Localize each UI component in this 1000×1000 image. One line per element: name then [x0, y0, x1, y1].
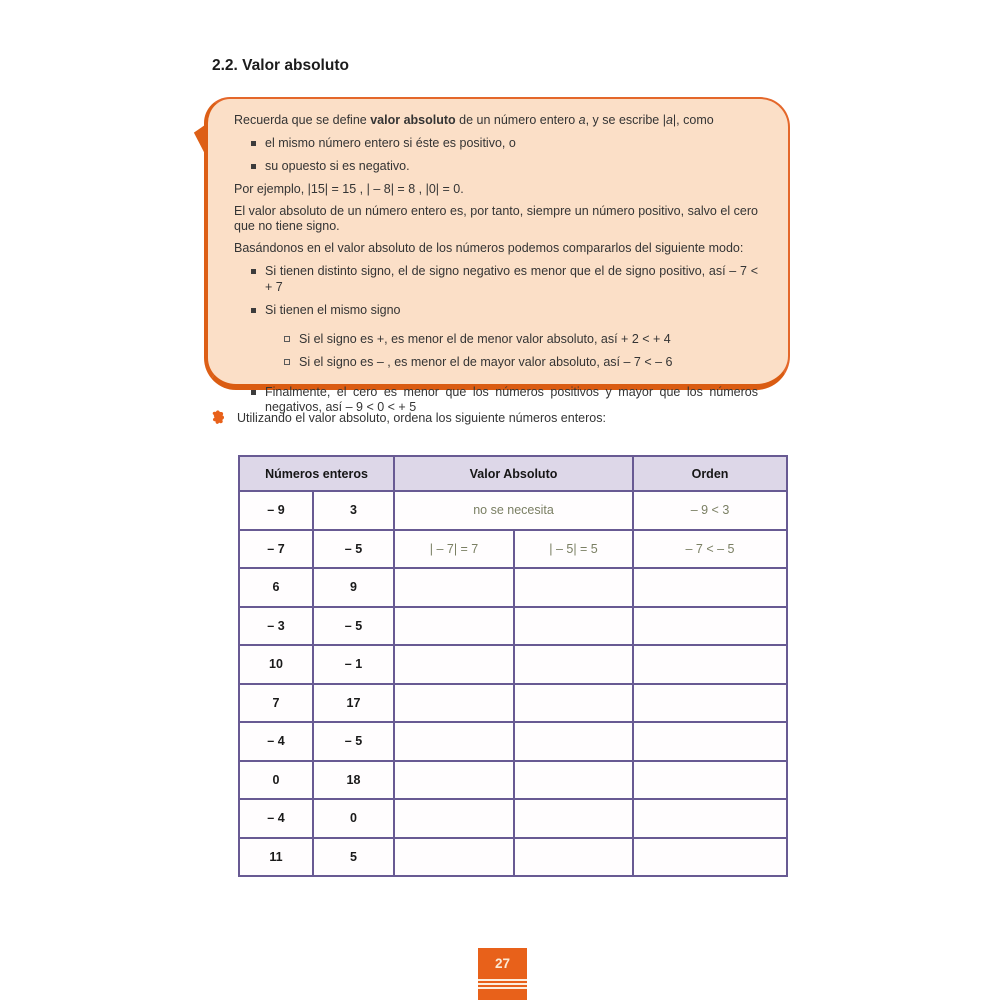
cell-orden: [633, 684, 787, 723]
cell-number-1: 0: [239, 761, 313, 800]
cell-abs-2: [514, 838, 633, 877]
cell-abs-1: | – 7| = 7: [394, 530, 514, 569]
compare-bullet-list: [234, 264, 758, 416]
exercise-instruction-row: [210, 409, 606, 426]
compare-sub-bullet: Si el signo es – , es menor el de mayor valor absoluto, así – 7 < – 6: [299, 354, 673, 369]
footer-stripe: [478, 983, 527, 985]
cell-number-2: 18: [313, 761, 394, 800]
table-row: [239, 491, 787, 530]
exercise-table-container: [238, 455, 788, 877]
definition-callout: [204, 97, 790, 415]
cell-orden: – 9 < 3: [633, 491, 787, 530]
cell-abs-1: [394, 838, 514, 877]
definition-bullet-list: [234, 136, 758, 175]
cell-abs-2: [514, 607, 633, 646]
variable-a: a: [578, 113, 586, 127]
list-item: [251, 303, 758, 378]
cell-number-1: – 4: [239, 799, 313, 838]
cell-number-2: – 1: [313, 645, 394, 684]
footer-stripe: [478, 979, 527, 981]
cell-abs-1: [394, 761, 514, 800]
intro-text: de un número entero: [455, 113, 579, 127]
cell-number-2: 17: [313, 684, 394, 723]
cell-orden: – 7 < – 5: [633, 530, 787, 569]
compare-sub-bullet: Si el signo es +, es menor el de menor valor absoluto, así + 2 < + 4: [299, 331, 671, 346]
compare-paragraph: Basándonos en el valor absoluto de los números podemos compararlos del siguiente modo:: [234, 241, 744, 256]
cell-abs-merged: no se necesita: [394, 491, 633, 530]
cell-abs-2: [514, 645, 633, 684]
table-row: [239, 607, 787, 646]
cell-orden: [633, 607, 787, 646]
section-title: 2.2. Valor absoluto: [212, 57, 349, 74]
header-orden: Orden: [633, 456, 787, 491]
table-row: [239, 684, 787, 723]
list-item: [284, 355, 758, 371]
cell-number-1: – 3: [239, 607, 313, 646]
table-row: [239, 645, 787, 684]
cell-number-2: 9: [313, 568, 394, 607]
cell-number-2: 3: [313, 491, 394, 530]
cell-abs-2: [514, 799, 633, 838]
callout-fold-decoration: [193, 126, 207, 161]
exercise-table: [238, 455, 788, 877]
cell-abs-1: [394, 607, 514, 646]
puzzle-icon: [210, 409, 227, 426]
table-row: [239, 838, 787, 877]
list-item: [251, 159, 758, 175]
table-row: [239, 799, 787, 838]
cell-orden: [633, 838, 787, 877]
compare-sub-list: [267, 325, 758, 378]
cell-number-2: – 5: [313, 530, 394, 569]
variable-a: a: [665, 113, 673, 127]
intro-text: , y se escribe |: [585, 113, 666, 127]
cell-orden: [633, 799, 787, 838]
cell-number-2: – 5: [313, 607, 394, 646]
exercise-instruction: Utilizando el valor absoluto, ordena los siguiente números enteros:: [237, 410, 606, 425]
compare-bullet: Finalmente, el cero es menor que los números positivos y mayor que los números negativos, así – 9 < 0 < + 5: [265, 384, 758, 415]
list-item: [251, 136, 758, 152]
cell-orden: [633, 568, 787, 607]
cell-number-1: 11: [239, 838, 313, 877]
table-row: [239, 722, 787, 761]
cell-abs-1: [394, 799, 514, 838]
cell-number-1: 6: [239, 568, 313, 607]
cell-abs-2: [514, 568, 633, 607]
cell-number-2: – 5: [313, 722, 394, 761]
list-item: [284, 332, 758, 348]
table-row: [239, 530, 787, 569]
cell-number-1: 10: [239, 645, 313, 684]
cell-abs-2: [514, 684, 633, 723]
cell-abs-1: [394, 645, 514, 684]
bullet-marker-icon: [251, 164, 256, 169]
cell-number-2: 0: [313, 799, 394, 838]
header-valor-absoluto: Valor Absoluto: [394, 456, 633, 491]
cell-abs-2: [514, 761, 633, 800]
bullet-marker-icon: [251, 308, 256, 313]
header-numeros-enteros: Números enteros: [239, 456, 394, 491]
definition-bullet: su opuesto si es negativo.: [265, 158, 410, 173]
sub-bullet-marker-icon: [284, 359, 290, 365]
callout-intro: [234, 113, 758, 129]
cell-abs-1: [394, 684, 514, 723]
footer-stripe: [478, 987, 527, 989]
page-number: 27: [494, 956, 511, 971]
intro-text: |, como: [672, 113, 714, 127]
cell-number-2: 5: [313, 838, 394, 877]
page-footer: [478, 948, 527, 1000]
list-item: [251, 264, 758, 296]
cell-orden: [633, 645, 787, 684]
bullet-marker-icon: [251, 390, 256, 395]
table-row: [239, 568, 787, 607]
intro-bold-term: valor absoluto: [370, 113, 456, 127]
cell-orden: [633, 722, 787, 761]
cell-abs-2: | – 5| = 5: [514, 530, 633, 569]
sign-paragraph: El valor absoluto de un número entero es, por tanto, siempre un número positivo, salvo el cero que no tiene signo.: [234, 203, 758, 234]
cell-orden: [633, 761, 787, 800]
compare-bullet: Si tienen distinto signo, el de signo negativo es menor que el de signo positivo, así – 7 < + 7: [265, 264, 758, 294]
table-row: [239, 761, 787, 800]
cell-number-1: – 4: [239, 722, 313, 761]
cell-number-1: – 9: [239, 491, 313, 530]
bullet-marker-icon: [251, 269, 256, 274]
cell-abs-1: [394, 722, 514, 761]
cell-number-1: 7: [239, 684, 313, 723]
sub-bullet-marker-icon: [284, 336, 290, 342]
list-item-line: [251, 303, 758, 319]
intro-text: Recuerda que se define: [234, 113, 371, 127]
table-header-row: [239, 456, 787, 491]
example-paragraph: Por ejemplo, |15| = 15 , | – 8| = 8 , |0| = 0.: [234, 181, 464, 196]
cell-abs-2: [514, 722, 633, 761]
footer-stripes: [478, 979, 527, 991]
compare-bullet: Si tienen el mismo signo: [265, 302, 401, 317]
bullet-marker-icon: [251, 141, 256, 146]
definition-bullet: el mismo número entero si éste es positivo, o: [265, 135, 516, 150]
cell-abs-1: [394, 568, 514, 607]
cell-number-1: – 7: [239, 530, 313, 569]
